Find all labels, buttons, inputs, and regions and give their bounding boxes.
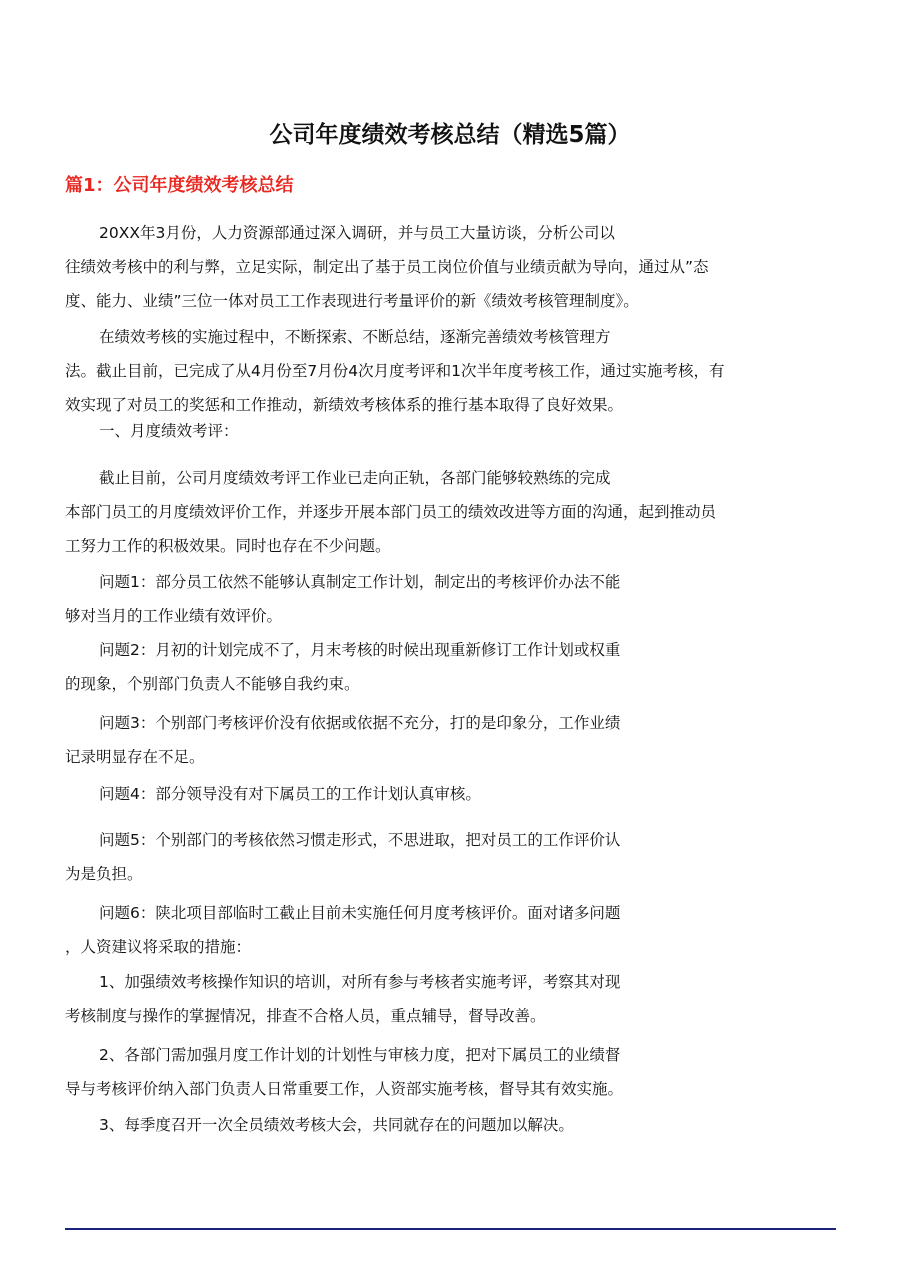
paragraph-line: 记录明显存在不足。 — [65, 748, 205, 766]
paragraph-line: 度、能力、业绩”三位一体对员工工作表现进行考量评价的新《绩效考核管理制度》。 — [65, 292, 639, 310]
paragraph-line: 往绩效考核中的利与弊，立足实际，制定出了基于员工岗位价值与业绩贡献为导向，通过从”态 — [65, 258, 709, 276]
paragraph-problem-4 — [65, 777, 840, 811]
paragraph-line: 20XX年3月份，人力资源部通过深入调研，并与员工大量访谈，分析公司以 — [99, 224, 615, 242]
paragraph-line: 够对当月的工作业绩有效评价。 — [65, 607, 283, 625]
paragraph-line: 工努力工作的积极效果。同时也存在不少问题。 — [65, 537, 391, 555]
paragraph-measure-3 — [65, 1108, 840, 1142]
paragraph-line: 法。截止目前，已完成了从4月份至7月份4次月度考评和1次半年度考核工作，通过实施考核，有 — [65, 362, 725, 380]
paragraph-line: 问题5：个别部门的考核依然习惯走形式，不思进取，把对员工的工作评价认 — [99, 831, 621, 849]
paragraph-line: 问题2：月初的计划完成不了，月末考核的时候出现重新修订工作计划或权重 — [99, 641, 621, 659]
paragraph-intro — [65, 216, 840, 318]
paragraph-line: 为是负担。 — [65, 865, 143, 883]
paragraph-line: 问题6：陕北项目部临时工截止目前未实施任何月度考核评价。面对诸多问题 — [99, 904, 621, 922]
paragraph-problem-1 — [65, 565, 840, 633]
paragraph-problem-2 — [65, 633, 840, 701]
paragraph-line: 考核制度与操作的掌握情况，排查不合格人员，重点辅导，督导改善。 — [65, 1007, 546, 1025]
page-title: 公司年度绩效考核总结（精选5篇） — [269, 122, 631, 148]
paragraph-monthly-status — [65, 461, 840, 563]
paragraph-line: 问题1：部分员工依然不能够认真制定工作计划，制定出的考核评价办法不能 — [99, 573, 621, 591]
subheading-monthly-review — [65, 414, 840, 448]
paragraph-line: 问题3：个别部门考核评价没有依据或依据不充分，打的是印象分，工作业绩 — [99, 714, 621, 732]
section-heading: 篇1：公司年度绩效考核总结 — [65, 175, 294, 196]
paragraph-line: 效实现了对员工的奖惩和工作推动，新绩效考核体系的推行基本取得了良好效果。 — [65, 396, 624, 414]
paragraph-problem-5 — [65, 823, 840, 891]
paragraph-line: 导与考核评价纳入部门负责人日常重要工作，人资部实施考核，督导其有效实施。 — [65, 1080, 624, 1098]
paragraph-implementation — [65, 320, 840, 422]
paragraph-line: ，人资建议将采取的措施： — [65, 938, 252, 956]
paragraph-line: 1、加强绩效考核操作知识的培训，对所有参与考核者实施考评，考察其对现 — [99, 973, 621, 991]
paragraph-line: 的现象，个别部门负责人不能够自我约束。 — [65, 675, 360, 693]
paragraph-line: 一、月度绩效考评： — [99, 422, 239, 440]
paragraph-line: 在绩效考核的实施过程中，不断探索、不断总结，逐渐完善绩效考核管理方 — [99, 328, 611, 346]
paragraph-measure-2 — [65, 1038, 840, 1106]
paragraph-line: 2、各部门需加强月度工作计划的计划性与审核力度，把对下属员工的业绩督 — [99, 1046, 621, 1064]
paragraph-measure-1 — [65, 965, 840, 1033]
paragraph-line: 本部门员工的月度绩效评价工作，并逐步开展本部门员工的绩效改进等方面的沟通，起到推动员 — [65, 503, 717, 521]
paragraph-problem-6 — [65, 896, 840, 964]
paragraph-problem-3 — [65, 706, 840, 774]
paragraph-line: 截止目前，公司月度绩效考评工作业已走向正轨，各部门能够较熟练的完成 — [99, 469, 611, 487]
footer-divider — [65, 1228, 836, 1230]
paragraph-line: 问题4：部分领导没有对下属员工的工作计划认真审核。 — [99, 785, 481, 803]
paragraph-line: 3、每季度召开一次全员绩效考核大会，共同就存在的问题加以解决。 — [99, 1116, 574, 1134]
